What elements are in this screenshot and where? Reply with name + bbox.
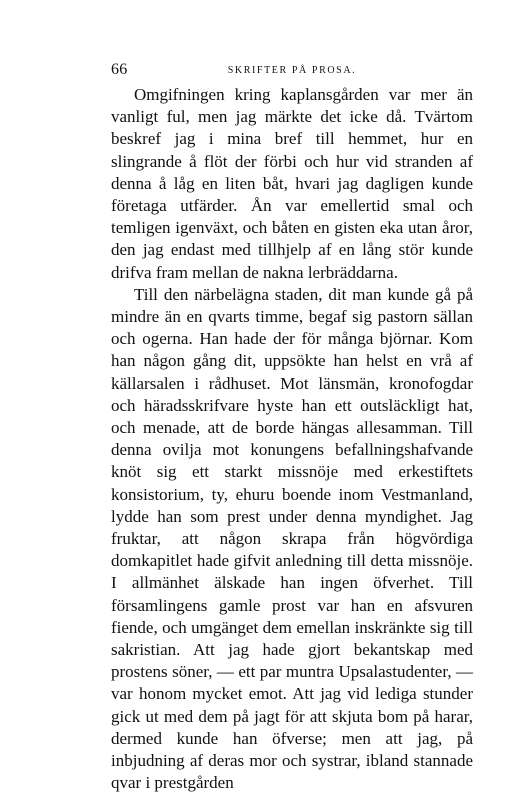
paragraph: Till den närbelägna staden, dit man kunde gå på mindre än en qvarts timme, begaf sig pastorn sällan och ogerna. Han hade der för många björnar. Kom han någon gång dit, uppsökte han helst en vrå af källarsalen i rådhuset. Mot länsmän, kronofogdar och häradsskrifvare hyste han ett outsläckligt hat, och menade, att de borde hängas allesamman. Till denna ovilja mot konungens befallningshafvande knöt sig ett starkt missnöje med erkestiftets konsistorium, ty, ehuru boende inom Vestmanland, lydde han som prest under denna myndighet. Jag fruktar, att någon skrapa från högvördiga domkapitlet hade gifvit anledning till detta missnöje. I allmänhet älskade han ingen öfverhet. Till församlingens gamle prost var han en afsvuren fiende, och umgänget dem emellan inskränkte sig till sakristian. Att jag hade gjort bekantskap med prostens söner, — ett par muntra Upsalastudenter, — var honom mycket emot. Att jag vid lediga stunder gick ut med dem på jagt för att skjuta bom på harar, dermed kunde han öfverse; men att jag, på inbjudning af deras mor och systrar, ibland stannade qvar i prestgården [111, 284, 473, 793]
page-header [111, 60, 473, 84]
running-title: SKRIFTER PÅ PROSA. [227, 65, 357, 76]
body-text [111, 84, 473, 795]
paragraph: Omgifningen kring kaplansgården var mer än vanligt ful, men jag märkte det icke då. Tvärtom beskref jag i mina bref till hemmet, hur en slingrande å flöt der förbi och hur vid stranden af denna å låg en liten båt, hvari jag dagligen kunde företaga utfärder. Ån var emellertid smal och temligen igenväxt, och båten en gisten eka utan åror, den jag endast med tillhjelp af en lång stör kunde drifva fram mellan de nakna lerbräddarna. [111, 85, 473, 282]
page-number: 66 [111, 61, 128, 78]
